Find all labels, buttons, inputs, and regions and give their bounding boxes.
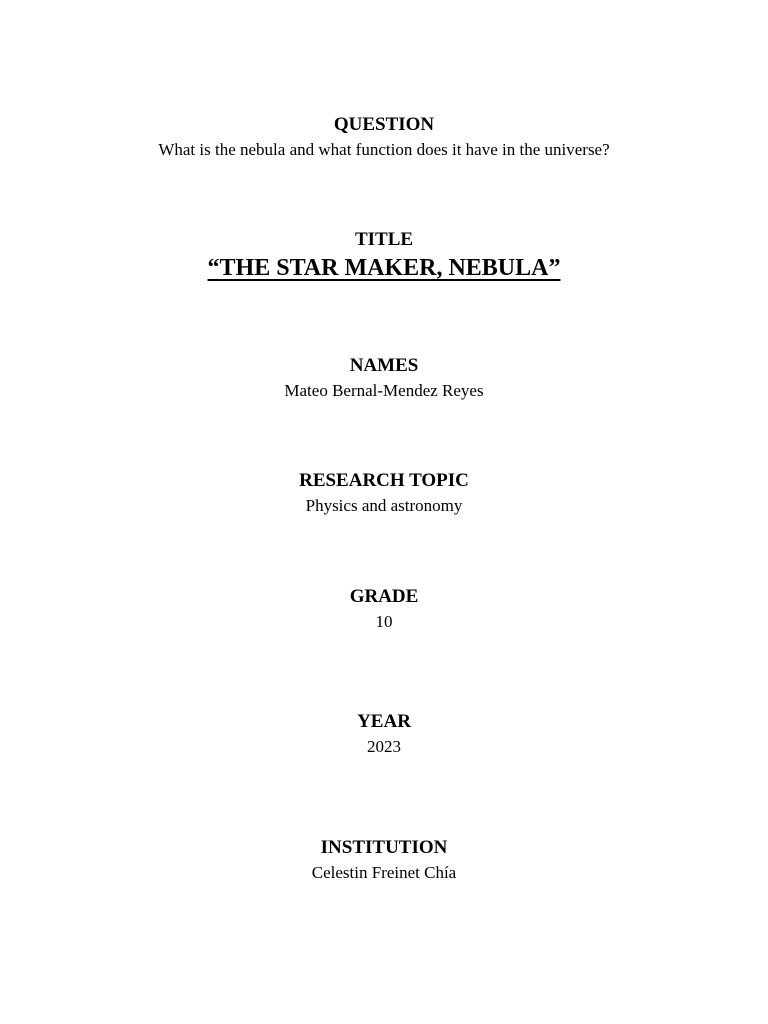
year-text: 2023	[367, 737, 401, 756]
names-section	[0, 355, 768, 402]
grade-heading: GRADE	[349, 586, 419, 607]
year-section	[0, 711, 768, 758]
institution-section	[0, 837, 768, 884]
names-text: Mateo Bernal-Mendez Reyes	[284, 381, 484, 400]
document-title: “THE STAR MAKER, NEBULA”	[207, 255, 561, 281]
research-topic-section	[0, 470, 768, 517]
grade-section	[0, 586, 768, 633]
names-heading: NAMES	[349, 355, 419, 376]
grade-text: 10	[375, 612, 393, 631]
question-section	[0, 114, 768, 161]
research-topic-heading: RESEARCH TOPIC	[299, 470, 469, 491]
institution-text: Celestin Freinet Chía	[311, 863, 457, 882]
question-heading: QUESTION	[333, 114, 435, 135]
research-topic-text: Physics and astronomy	[305, 496, 463, 515]
year-heading: YEAR	[357, 711, 411, 732]
question-text: What is the nebula and what function does it have in the universe?	[158, 140, 610, 159]
title-section	[0, 229, 768, 282]
institution-heading: INSTITUTION	[320, 837, 448, 858]
title-heading: TITLE	[354, 229, 414, 250]
